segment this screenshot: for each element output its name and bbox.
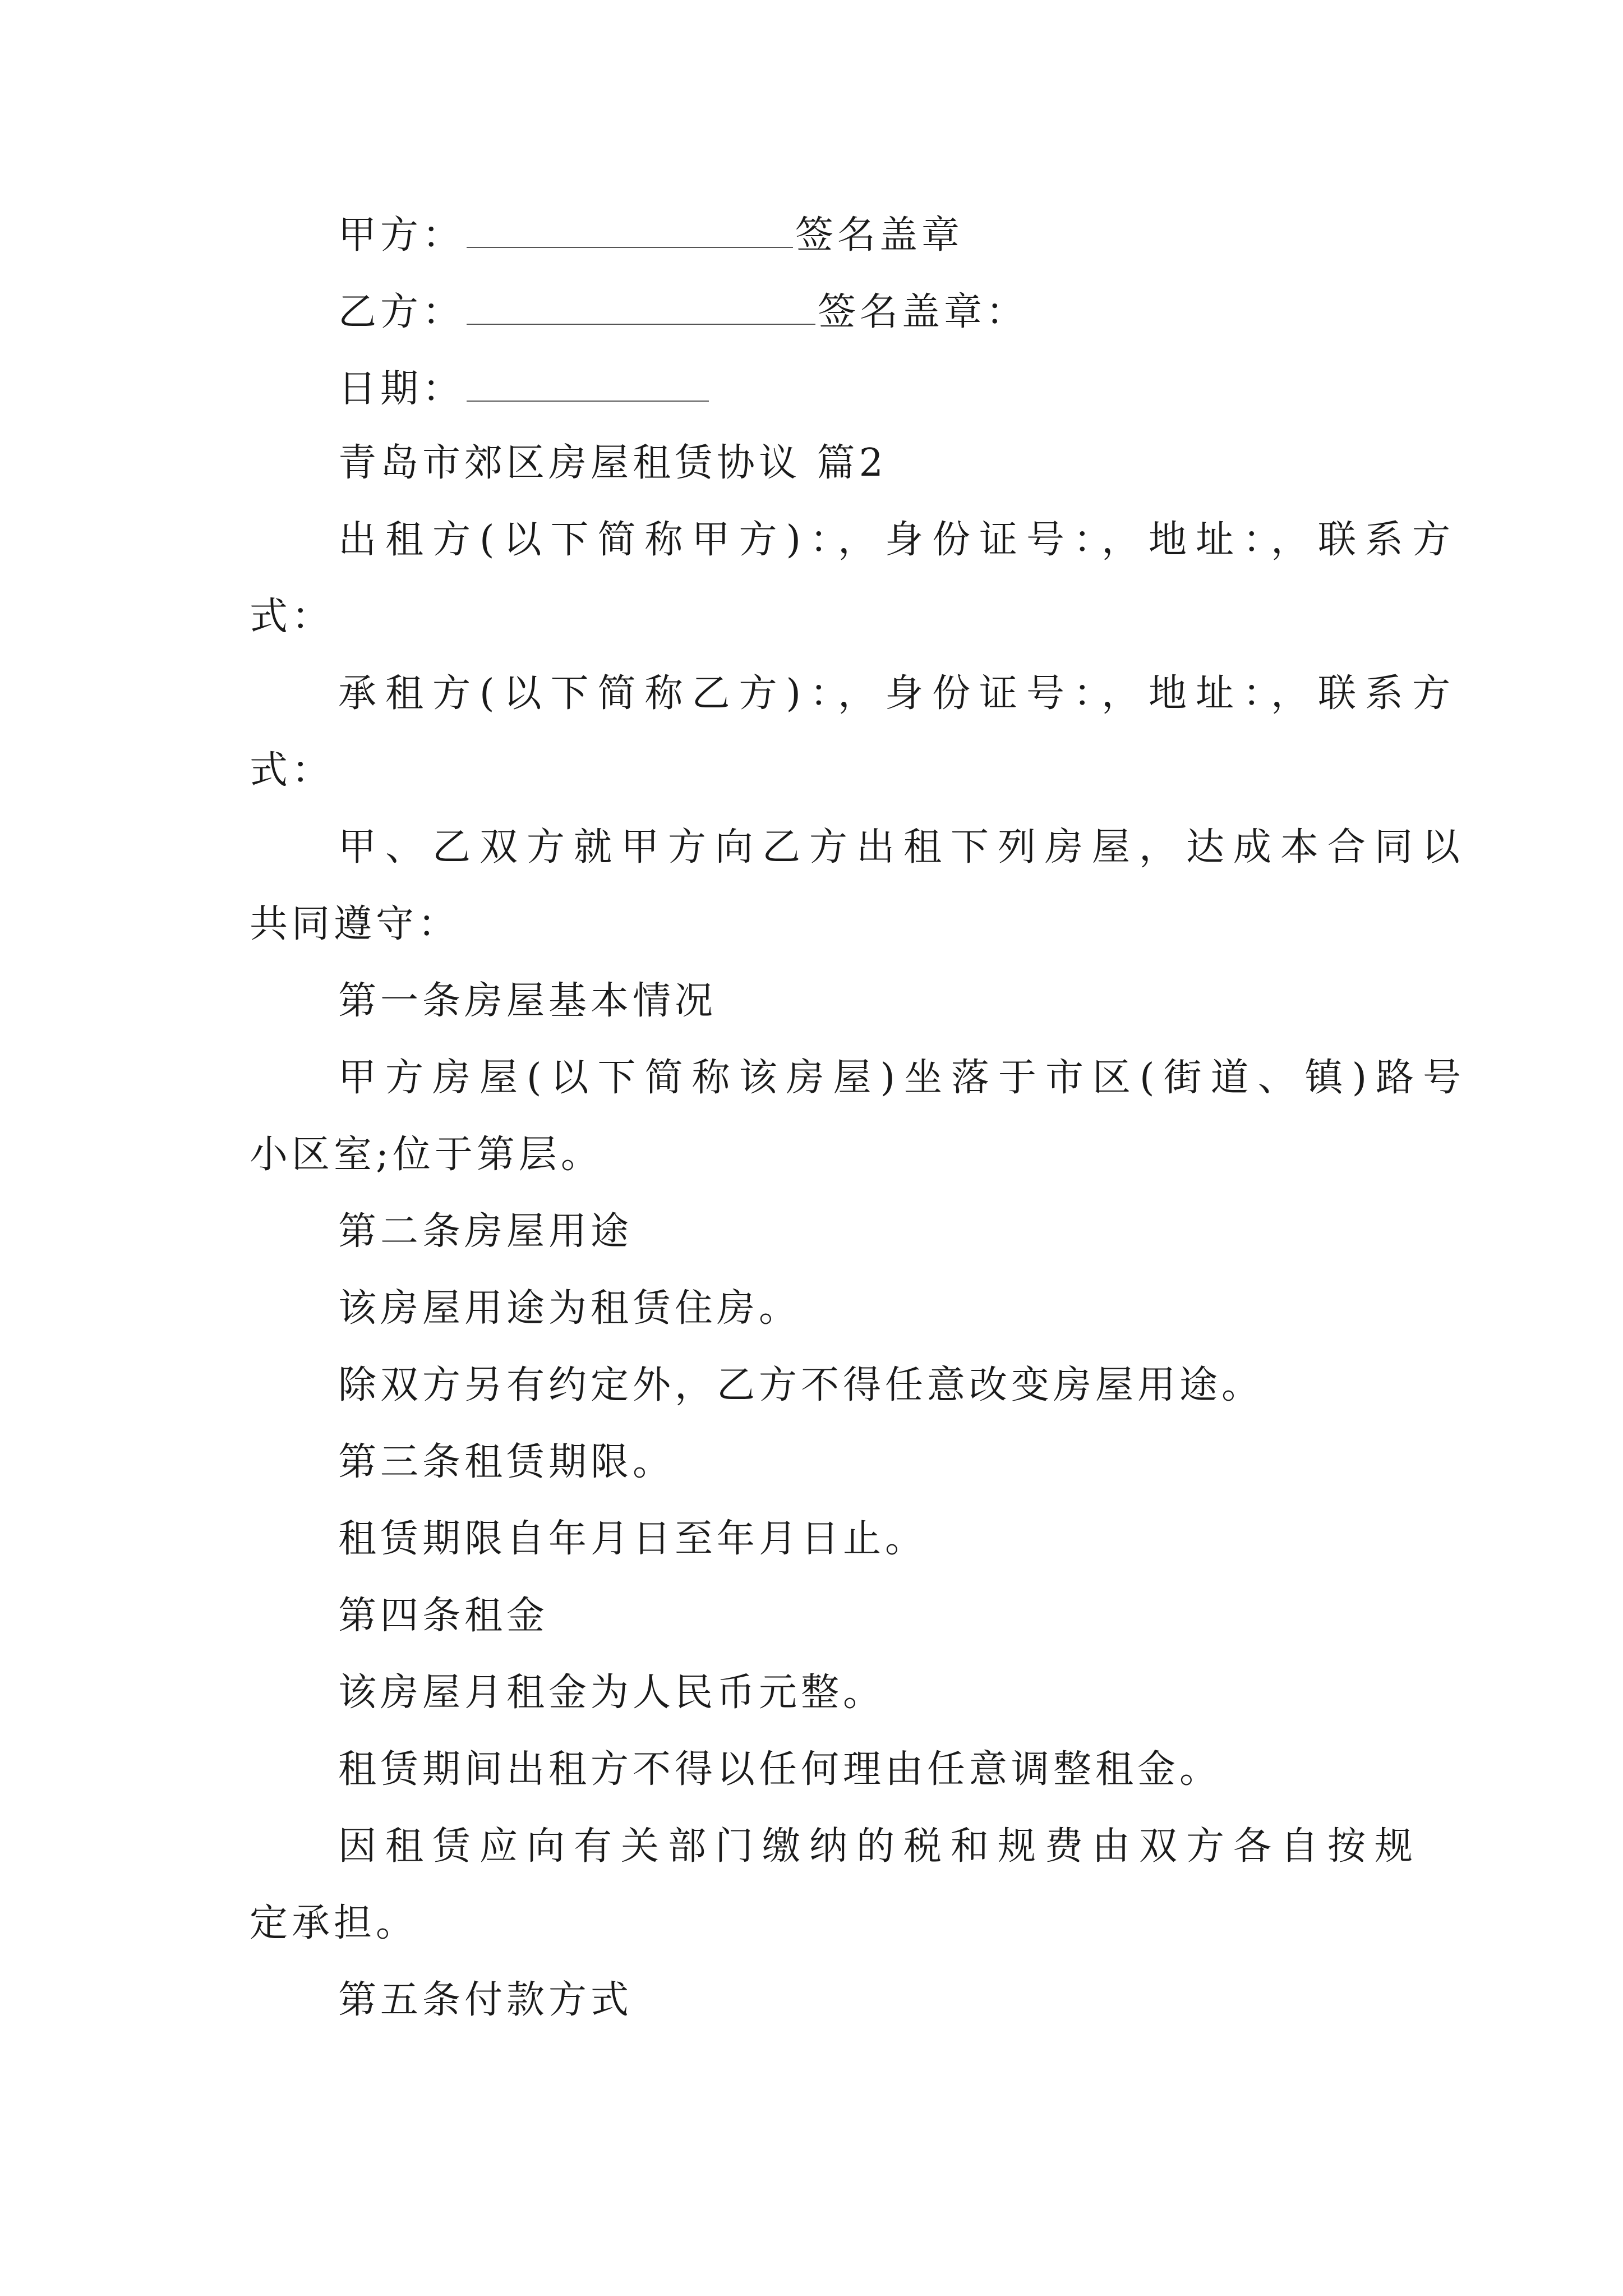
intro-paragraph-line-1: 甲、乙双方就甲方向乙方出租下列房屋，达成本合同以 <box>338 825 1469 869</box>
article-4-title: 第四条租金 <box>338 1594 549 1638</box>
lessee-paragraph-line-2: 式： <box>250 748 334 793</box>
article-1-title: 第一条房屋基本情况 <box>338 979 717 1023</box>
lessee-paragraph-line-1: 承租方(以下简称乙方)：，身份证号：，地址：，联系方 <box>338 671 1460 716</box>
date-label: 日期： <box>338 367 465 411</box>
article-3-text-1: 租赁期限自年月日至年月日止。 <box>338 1517 928 1561</box>
intro-paragraph-line-2: 共同遵守： <box>250 902 460 946</box>
article-4-text-1: 该房屋月租金为人民币元整。 <box>338 1671 886 1715</box>
article-4-text-3-line-2: 定承担。 <box>250 1901 418 1945</box>
article-1-text-line-1: 甲方房屋(以下简称该房屋)坐落于市区(街道、镇)路号 <box>338 1056 1470 1100</box>
article-2-text-2: 除双方另有约定外，乙方不得任意改变房屋用途。 <box>338 1363 1264 1407</box>
party-b-signature-blank <box>467 290 815 325</box>
lessor-paragraph-line-2: 式： <box>250 595 334 639</box>
party-b-label: 乙方： <box>338 290 465 334</box>
article-5-title: 第五条付款方式 <box>338 1978 633 2022</box>
document-body <box>250 213 1470 2058</box>
article-4-text-2: 租赁期间出租方不得以任何理由任意调整租金。 <box>338 1747 1222 1792</box>
article-4-text-3-line-1: 因租赁应向有关部门缴纳的税和规费由双方各自按规 <box>338 1824 1422 1869</box>
party-a-signature-blank <box>467 213 793 248</box>
document-heading: 青岛市郊区房屋租赁协议 篇2 <box>338 441 887 485</box>
lessor-paragraph-line-1: 出租方(以下简称甲方)：，身份证号：，地址：，联系方 <box>338 518 1460 562</box>
party-a-label: 甲方： <box>338 213 465 257</box>
article-2-title: 第二条房屋用途 <box>338 1209 633 1254</box>
party-b-suffix: 签名盖章： <box>818 290 1029 334</box>
article-3-title: 第三条租赁期限。 <box>338 1440 675 1484</box>
party-a-suffix: 签名盖章 <box>795 213 964 257</box>
article-2-text-1: 该房屋用途为租赁住房。 <box>338 1286 801 1331</box>
article-1-text-line-2: 小区室;位于第层。 <box>250 1133 603 1177</box>
date-blank <box>467 367 709 402</box>
party-a-signature-line <box>250 213 1377 257</box>
date-line <box>250 367 1377 411</box>
party-b-signature-line <box>250 290 1377 334</box>
